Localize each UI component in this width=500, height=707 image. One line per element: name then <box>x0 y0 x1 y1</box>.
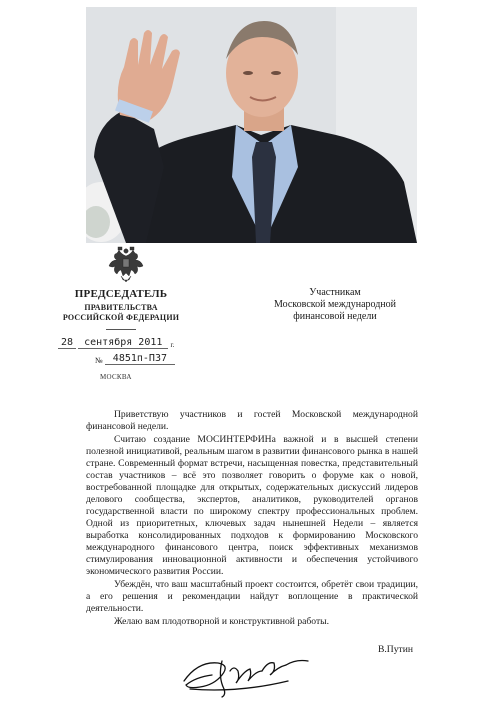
addressee-line-3: финансовой недели <box>293 311 377 322</box>
document-day: 28 <box>60 337 74 348</box>
letter-body <box>86 409 418 629</box>
signatory-name: В.Путин <box>378 644 413 655</box>
letter-paragraph: Желаю вам плодотворной и конструктивной работы. <box>114 616 329 627</box>
letter-paragraph: Приветствую участников и гостей Московской международной финансовой недели. <box>86 409 418 432</box>
organization-subtitle-2: РОССИЙСКОЙ ФЕДЕРАЦИИ <box>62 313 180 322</box>
addressee-block <box>260 287 410 323</box>
letter-paragraph: Считаю создание МОСИНТЕРФИНа важной и в высшей степени полезной инициативой, реальным шагом в развитии финансового рынка в нашей стране. Современный формат встречи, насыщенная повестка, представительный состав участников – всё это позволяет говорить о форуме как о новой, востребованной площадке для открытых, содержательных дискуссий лидеров делового сообщества, экспертов, аналитиков, руководителей органов государственной власти по широкому спектру профессиональных проблем. Одной из приоритетных, ключевых задач нынешней Недели – является выработка консолидированных подходов к формированию Московского международного финансового центра, поиск эффективных механизмов стимулирования инновационной активности и обеспечения устойчивого экономического развития России. <box>86 434 418 577</box>
header-photo <box>86 7 417 243</box>
addressee-line-1: Участникам <box>309 287 361 298</box>
document-month-year: сентября 2011 <box>84 337 163 348</box>
organization-subtitle-1: ПРАВИТЕЛЬСТВА <box>84 303 158 312</box>
handwritten-signature-icon <box>178 641 328 699</box>
portrait-photo-icon <box>86 7 417 243</box>
letter-paragraph: Убеждён, что ваш масштабный проект состоится, обретёт свои традиции, а его решения и рекомендации найдут воплощение в практической деятельности. <box>86 579 418 614</box>
document-number-prefix: № <box>95 356 103 365</box>
organization-header <box>56 288 186 330</box>
document-year-suffix: г. <box>170 341 175 349</box>
addressee-line-2: Московской международной <box>273 299 397 310</box>
organization-title: ПРЕДСЕДАТЕЛЬ <box>74 288 168 300</box>
document-number: 4851п-П37 <box>112 353 167 364</box>
header-divider <box>106 329 136 330</box>
double-headed-eagle-emblem-icon <box>107 246 145 286</box>
document-city: МОСКВА <box>100 373 132 381</box>
